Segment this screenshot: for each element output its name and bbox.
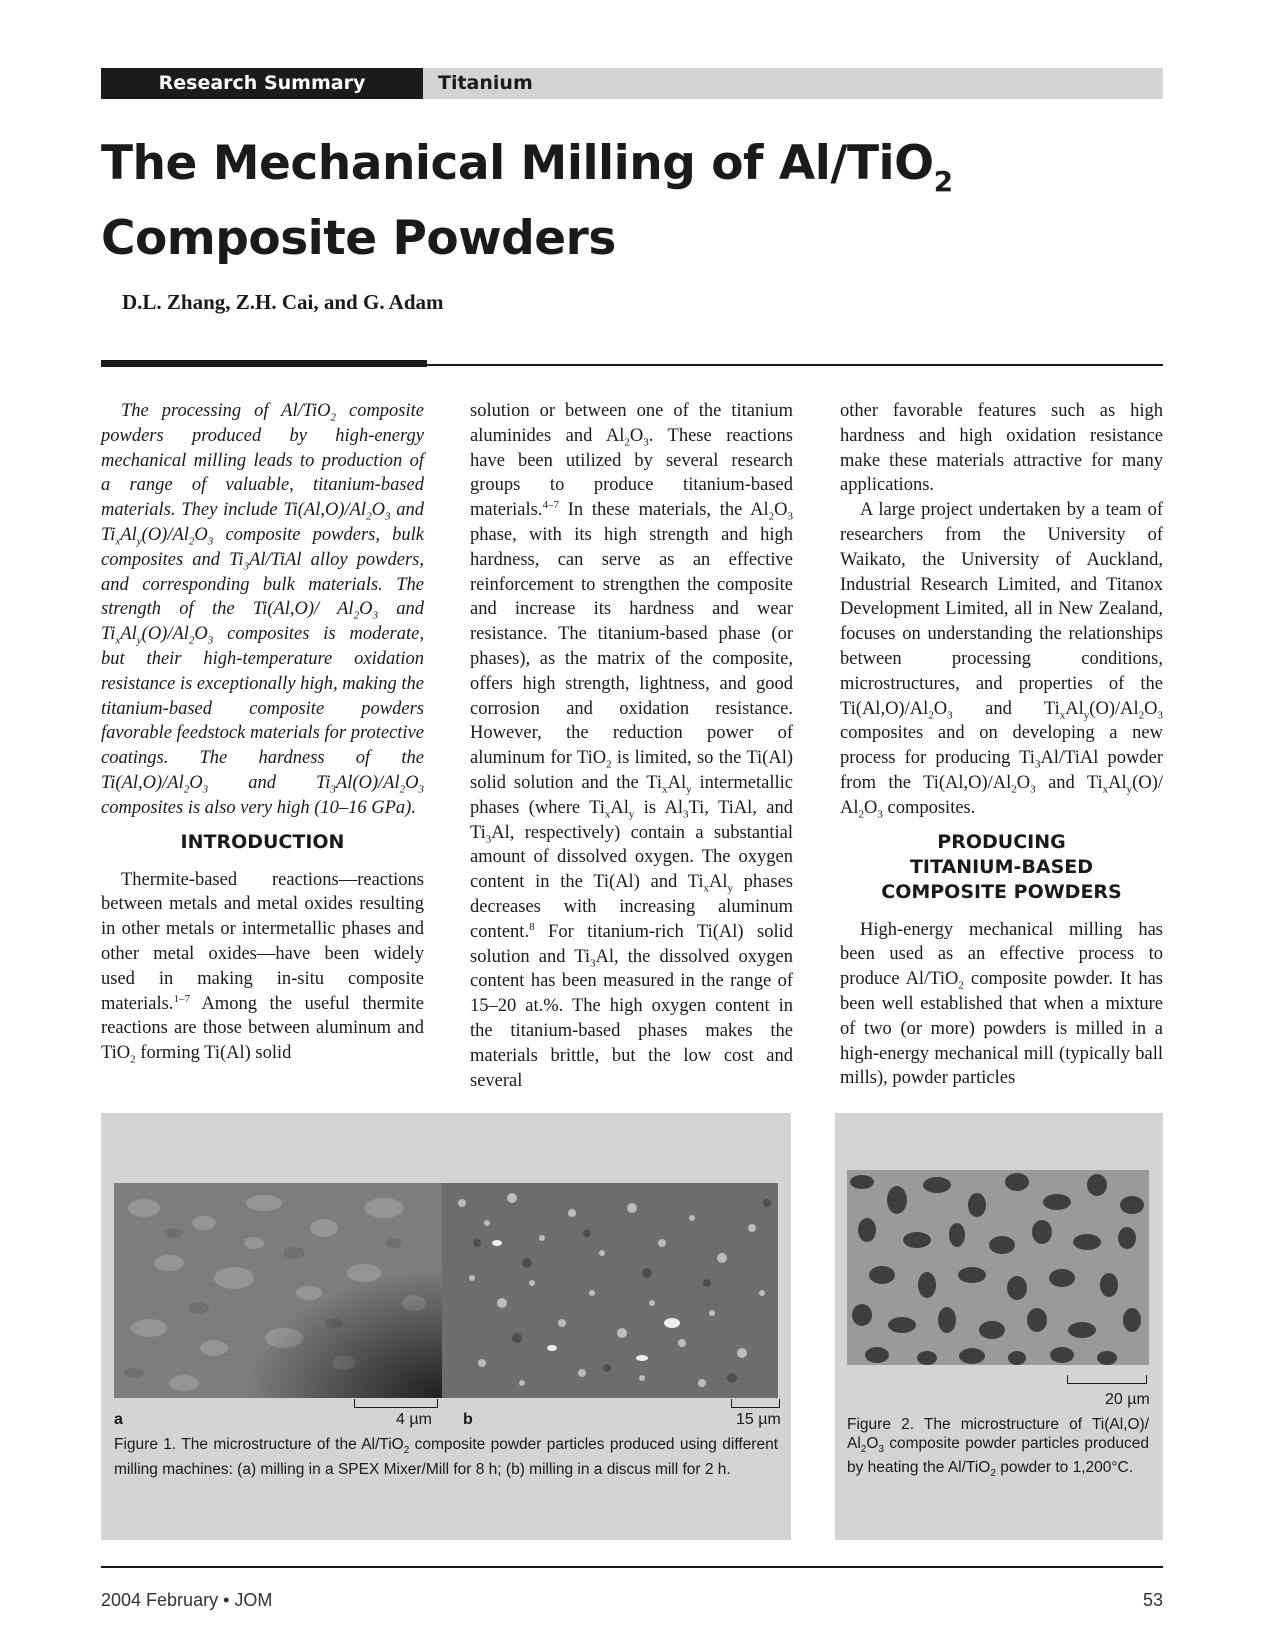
paragraph: other favorable features such as high hardness and high oxidation resistance make these materials attractive for many applications. bbox=[840, 401, 1163, 496]
article-title: The Mechanical Milling of Al/TiO$_2$ Composite Powders bbox=[101, 136, 953, 266]
paragraph: solution or between one of the titanium aluminides and $Al_2O_3$. These reactions have been utilized by several research groups to produce titanium-based materials.$^{4-7}$ In these materials, the $Al_2O_3$ phase, with its high strength and high hardness, can serve as an effective reinforcement to strengthen the composite and increase its hardness and wear resistance. The titanium-based phase (or phases), as the matrix of the composite, offers high strength, lightness, and good corrosion and oxidation resistance. However, the reduction power of aluminum for TiO$_2$ is limited, so the Ti(Al) solid solution and the $Ti_xAl_y$ intermetallic phases (where $Ti_xAl_y$ is $Al_3Ti$, TiAl, and $Ti_3Al$, respectively) contain a substantial amount of dissolved oxygen. The oxygen content in the Ti(Al) and $Ti_xAl_y$ phases decreases with increasing aluminum content.$^8$ For titanium-rich Ti(Al) solid solution and $Ti_3Al$, the dissolved oxygen content has been measured in the range of 15–20 at.%. The high oxygen content in the titanium-based phases makes the materials brittle, but the low cost and several bbox=[470, 401, 794, 1091]
heading-introduction: INTRODUCTION bbox=[180, 830, 345, 853]
figure-1a-label: a bbox=[114, 1411, 123, 1428]
figure-2 bbox=[835, 1113, 1163, 1540]
column-1 bbox=[101, 399, 424, 1066]
footer-divider bbox=[101, 1566, 1163, 1568]
paragraph: A large project undertaken by a team of researchers from the University of Waikato, the University of Auckland, Industrial Research Limited, and Titanox Development Limited, all in New Zealand, focuses on understanding the relationships between processing conditions, microstructures, and properties of the $Ti(Al,O)/Al_2O_3$ and $Ti_xAl_y(O)/Al_2O_3$ composites and on developing a new process for producing $Ti_3Al$/TiAl powder from the $Ti(Al,O)/Al_2O_3$ and $Ti_xAl_y(O)/$ $Al_2O_3$ composites. bbox=[840, 500, 1163, 821]
authors: D.L. Zhang, Z.H. Cai, and G. Adam bbox=[122, 290, 444, 314]
micrograph-a bbox=[114, 1183, 442, 1398]
column-2 bbox=[470, 399, 793, 1093]
divider-accent bbox=[101, 360, 427, 367]
section-label: Research Summary bbox=[158, 72, 366, 94]
scale-bar-2 bbox=[1067, 1375, 1147, 1384]
micrograph-b bbox=[442, 1183, 778, 1398]
paragraph: High-energy mechanical milling has been used as an effective process to produce Al/TiO$_2$ composite powder. It has been well established that when a mixture of two (or more) powders is milled in a high-energy mechanical mill (typically ball mills), powder particles bbox=[840, 919, 1164, 1089]
column-3 bbox=[840, 399, 1163, 1091]
scale-label-b: 15 µm bbox=[736, 1411, 781, 1428]
figure-1-caption: Figure 1. The microstructure of the Al/TiO$_2$ composite powder particles produced using different milling machines: (a) milling in a SPEX Mixer/Mill for 8 h; (b) milling in a discus mill for 2 h. bbox=[114, 1436, 778, 1478]
figure-1 bbox=[101, 1113, 791, 1540]
micrograph-2 bbox=[847, 1170, 1149, 1365]
figure-1b-label: b bbox=[463, 1411, 473, 1428]
scale-label-a: 4 µm bbox=[396, 1411, 432, 1428]
abstract: The processing of Al/TiO$_2$ composite powders produced by high-energy mechanical milling leads to production of a range of valuable, titanium-based materials. They include $Ti(Al,O)/Al_2O_3$ and $Ti_xAl_y(O)/Al_2O_3$ composite powders, bulk composites and $Ti_3Al$/TiAl alloy powders, and corresponding bulk materials. The strength of the Ti(Al,O)/ $Al_2O_3$ and $Ti_xAl_y(O)/Al_2O_3$ composites is moderate, but their high-temperature oxidation resistance is exceptionally high, making the titanium-based composite powders favorable feedstock materials for protective coatings. The hardness of the $Ti(Al,O)/Al_2O_3$ and $Ti_3Al(O)/Al_2O_3$ composites is also very high (10–16 GPa). bbox=[101, 401, 425, 818]
scale-bar-a bbox=[354, 1399, 438, 1408]
heading-producing: PRODUCING TITANIUM-BASED COMPOSITE POWDERS bbox=[881, 830, 1122, 903]
footer-issue: 2004 February • JOM bbox=[101, 1590, 273, 1610]
paragraph: Thermite-based reactions—reactions between metals and metal oxides resulting in other metals or intermetallic phases and other metal oxides—have been widely used in making in-situ composite materials.$^{1-7}$ Among the useful thermite reactions are those between aluminum and TiO$_2$ forming Ti(Al) solid bbox=[101, 869, 424, 1066]
scale-bar-b bbox=[731, 1399, 780, 1408]
figure-2-caption: Figure 2. The microstructure of Ti(Al,O)/ $Al_2O_3$ composite powder particles produced by heating the Al/TiO$_2$ powder to 1,200°C. bbox=[847, 1416, 1149, 1480]
scale-label-2: 20 µm bbox=[1105, 1391, 1150, 1408]
page-number: 53 bbox=[1142, 1590, 1163, 1610]
topic-label: Titanium bbox=[438, 72, 533, 94]
